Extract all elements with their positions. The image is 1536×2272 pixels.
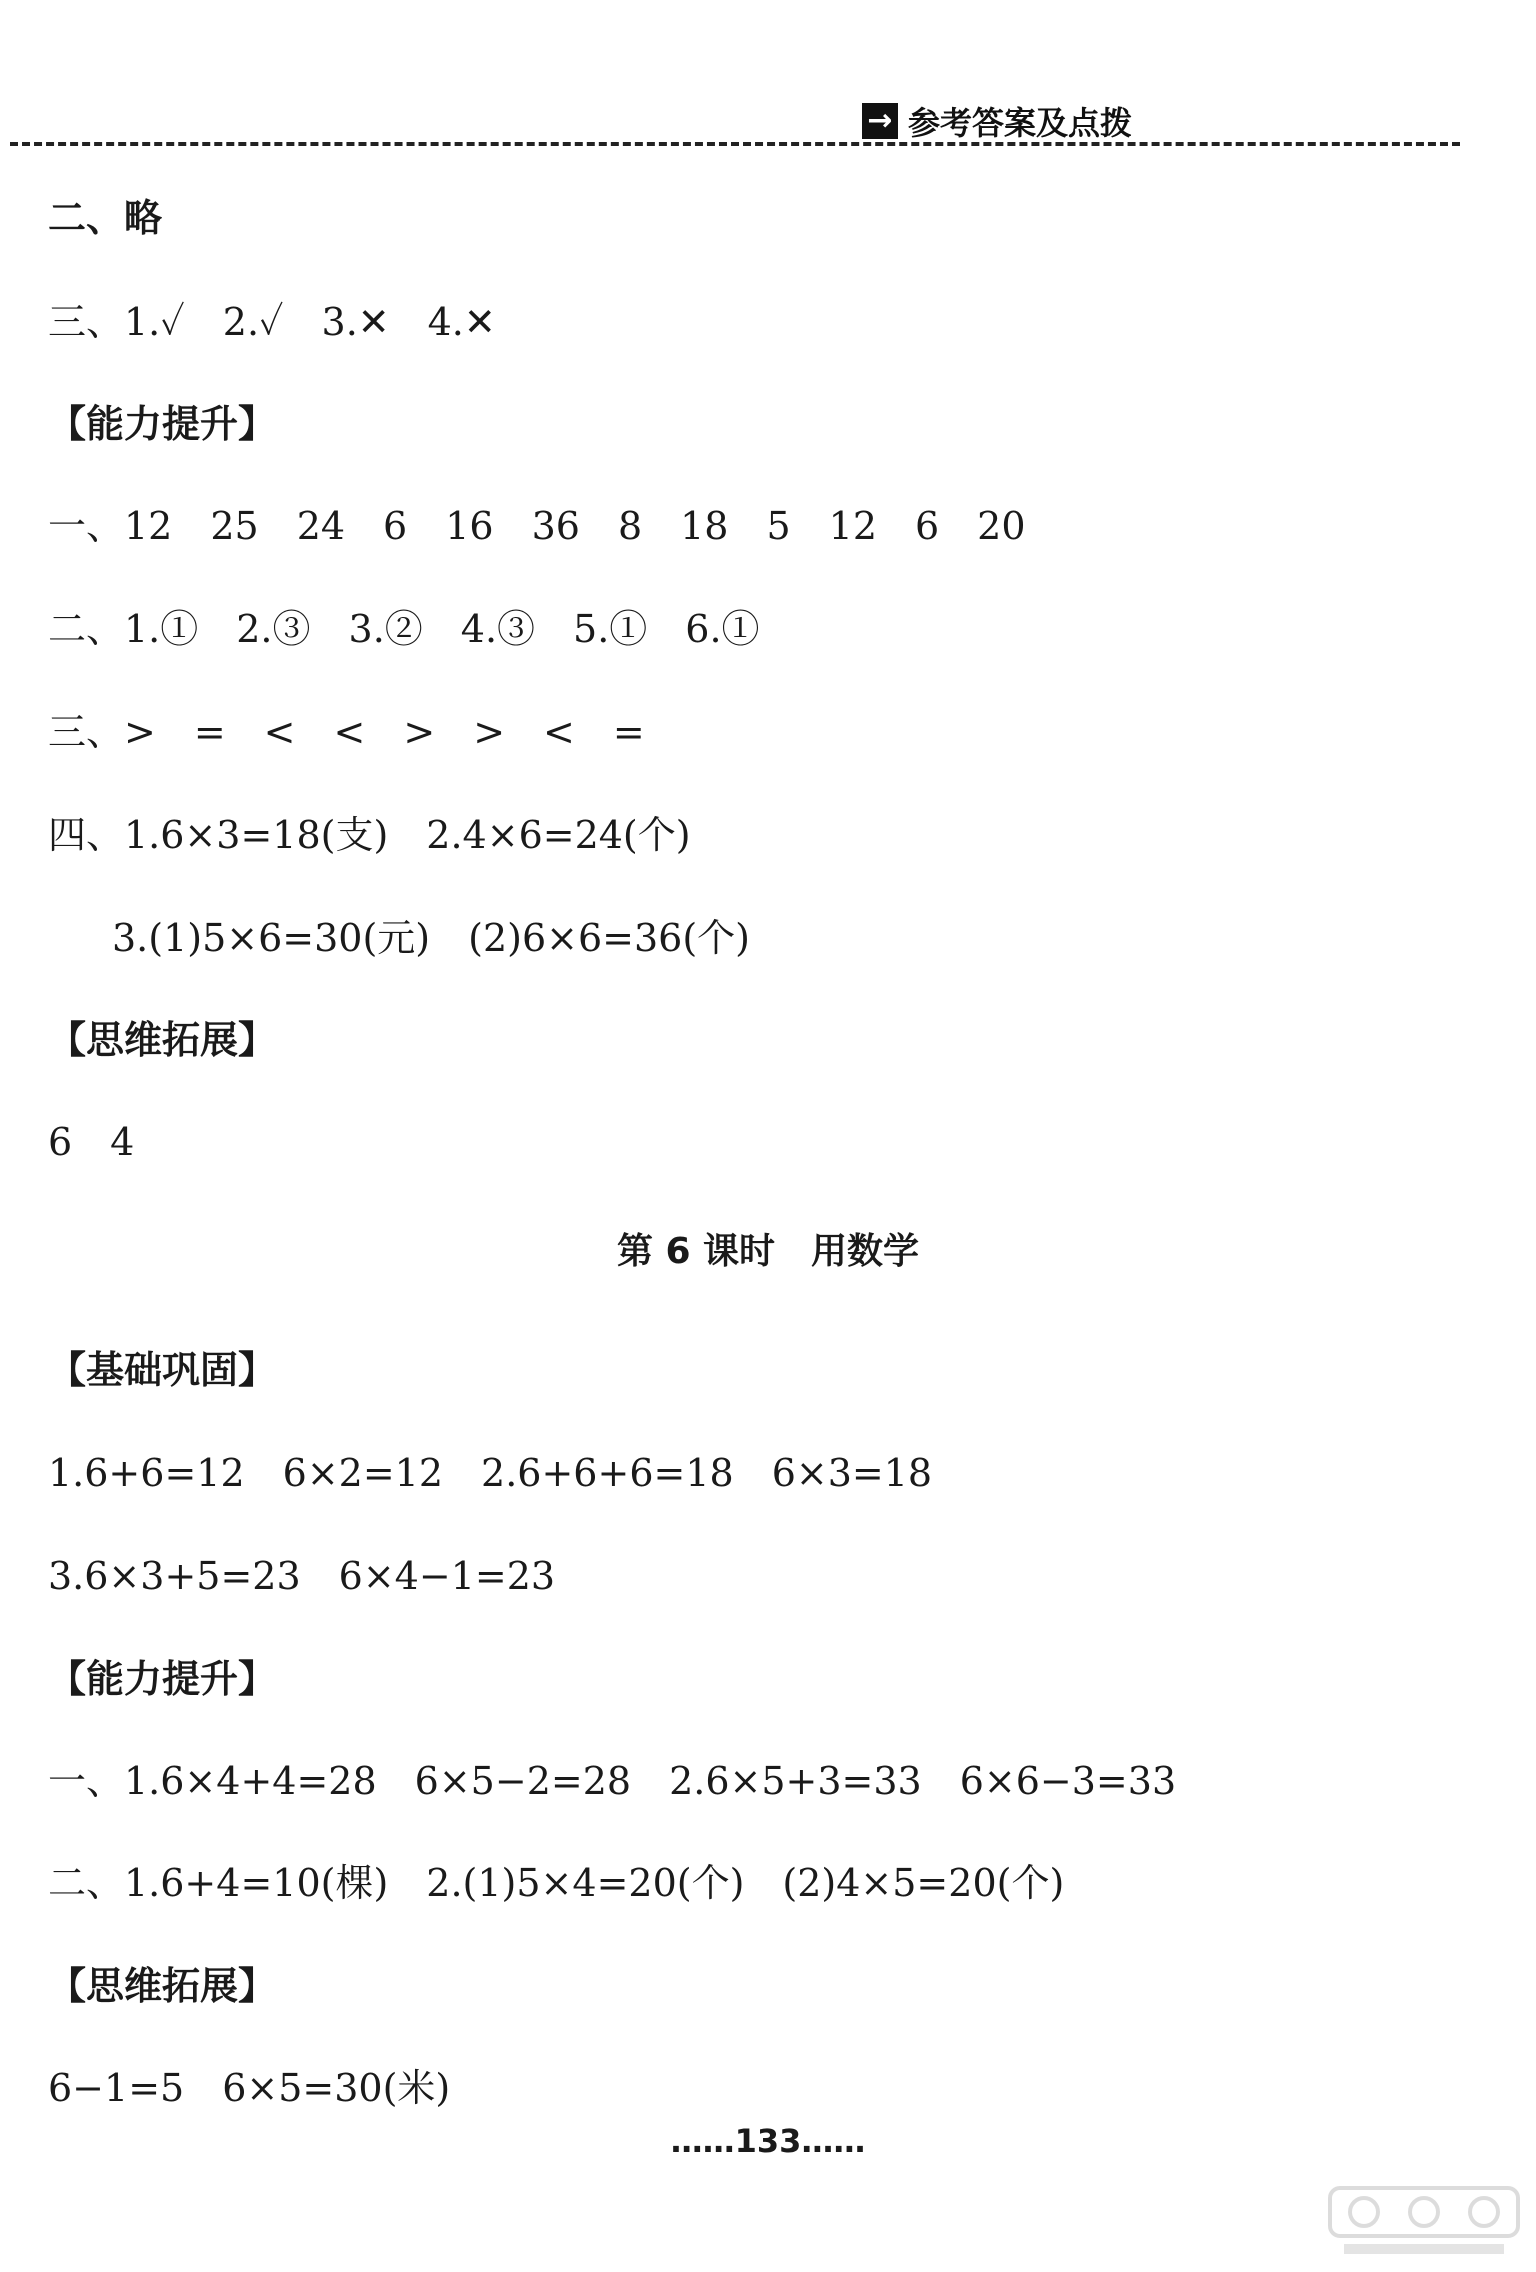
heading-thinking-expand-1: 【思维拓展】 <box>48 1018 277 1062</box>
section-title: 第 6 课时 用数学 <box>616 1231 920 1272</box>
answer-line-basic-1: 1.6+6=12 6×2=12 2.6+6+6=18 6×3=18 <box>48 1451 933 1495</box>
answer-line-ability-er: 二、1.6+4=10(棵) 2.(1)5×4=20(个) (2)4×5=20(个) <box>48 1861 1065 1905</box>
answer-line-ability-yi: 一、1.6×4+4=28 6×5−2=28 2.6×5+3=33 6×6−3=33 <box>48 1759 1177 1803</box>
watermark-logo <box>1324 2180 1524 2260</box>
arrow-right-icon: → <box>862 103 898 139</box>
heading-ability-improve-2: 【能力提升】 <box>48 1657 277 1701</box>
heading-basic-consolidate: 【基础巩固】 <box>48 1348 277 1392</box>
page-number: ……133…… <box>670 2122 866 2160</box>
answer-line-yi-numbers: 一、12 25 24 6 16 36 8 18 5 12 6 20 <box>48 504 1026 548</box>
answer-line-si-word-problems: 四、1.6×3=18(支) 2.4×6=24(个) <box>48 813 691 857</box>
heading-ability-improve-1: 【能力提升】 <box>48 402 277 446</box>
heading-thinking-expand-2: 【思维拓展】 <box>48 1964 277 2008</box>
header-title-text: 参考答案及点拨 <box>908 104 1133 142</box>
answer-line-thinking-2: 6−1=5 6×5=30(米) <box>48 2066 451 2110</box>
header-title <box>862 98 1132 144</box>
answer-line-san-compare: 三、> = < < > > < = <box>48 710 645 754</box>
answer-line-er-lue: 二、略 <box>48 196 163 240</box>
answer-line-si-sub-3: 3.(1)5×6=30(元) (2)6×6=36(个) <box>112 916 750 960</box>
answer-line-thinking-1: 6 4 <box>48 1120 135 1164</box>
header-dashed-divider <box>10 142 1460 146</box>
answer-line-san-judgement: 三、1.✓ 2.✓ 3.✕ 4.✕ <box>48 300 496 344</box>
answer-line-er-choices: 二、1.① 2.③ 3.② 4.③ 5.① 6.① <box>48 607 760 651</box>
answer-line-basic-3: 3.6×3+5=23 6×4−1=23 <box>48 1554 556 1598</box>
